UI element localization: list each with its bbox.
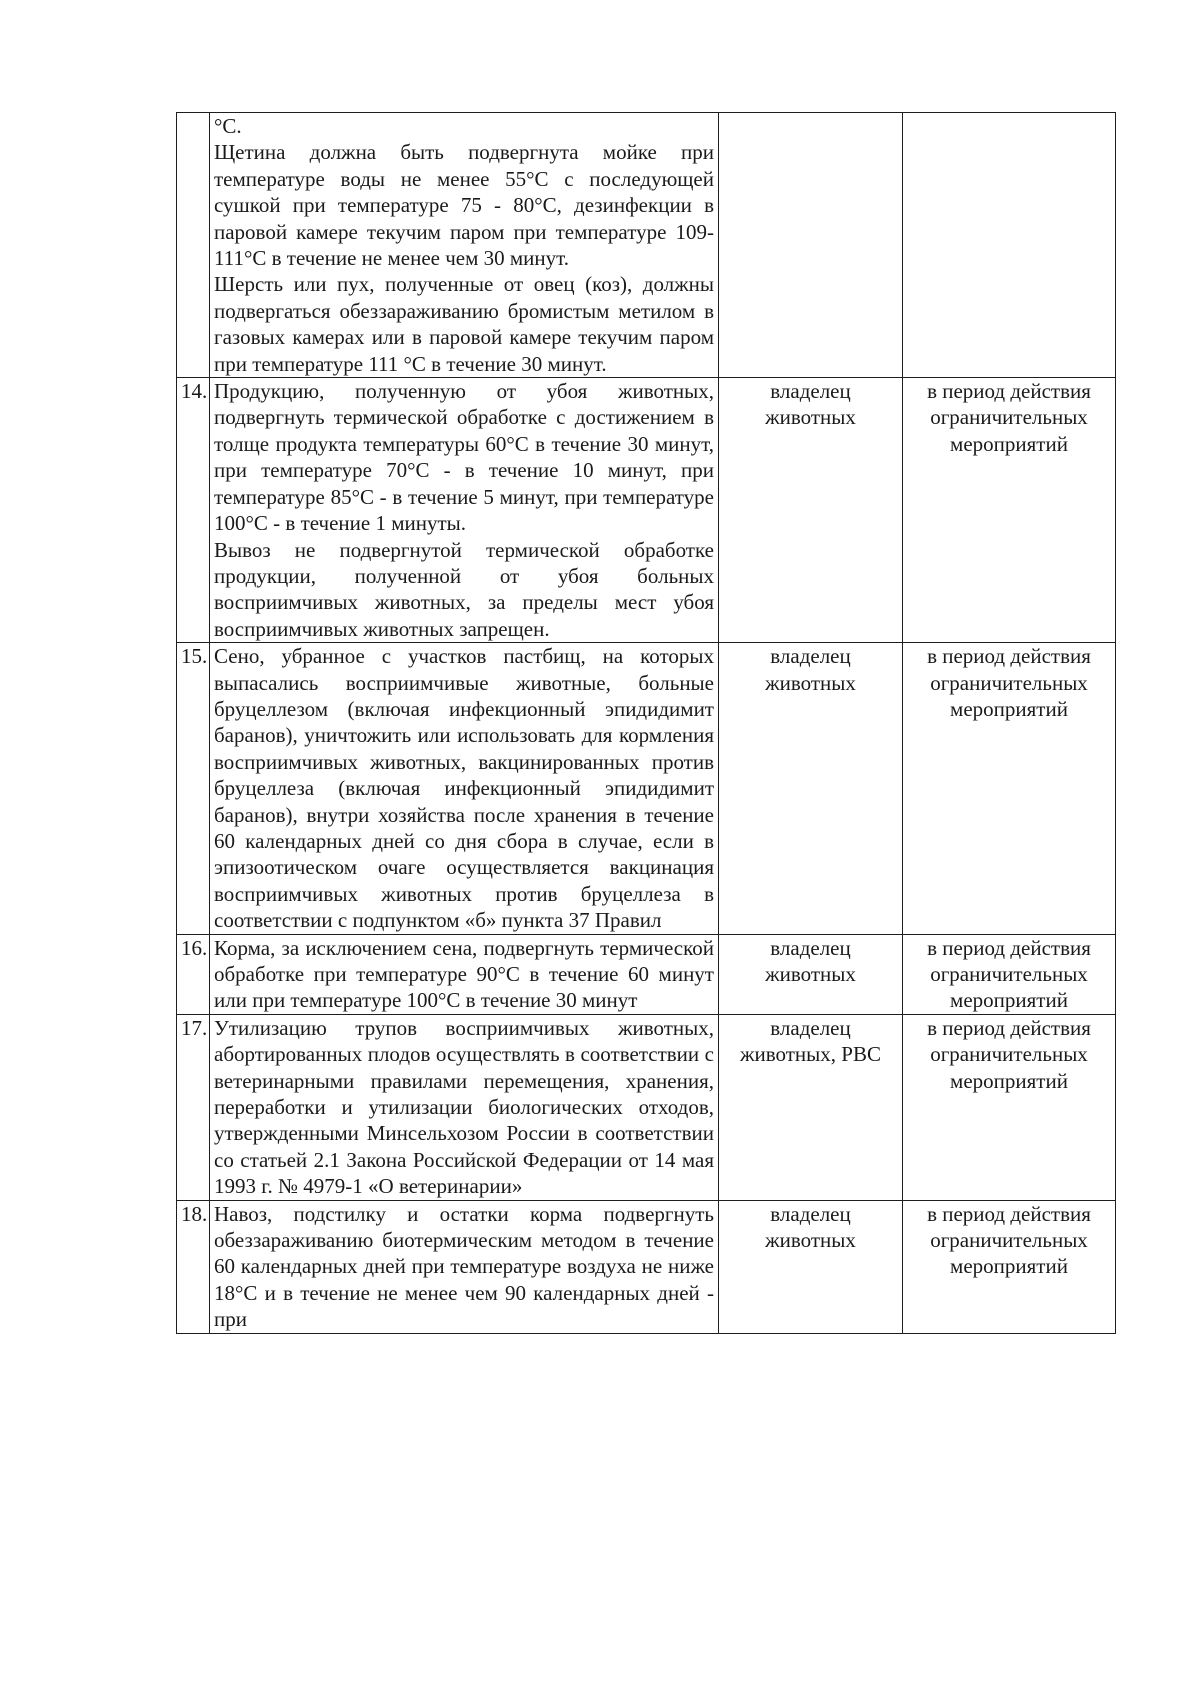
deadline-cell: в период действия ограничительных мероприятий (903, 1200, 1116, 1333)
measure-paragraph: Щетина должна быть подвергнута мойке при температуре воды не менее 55°C с последующей сушкой при температуре 75 - 80°C, дезинфекции в паровой камере текучим паром при температуре 109-111°C в течение не менее чем 30 минут. (214, 140, 714, 271)
measure-paragraph: Утилизацию трупов восприимчивых животных, абортированных плодов осуществлять в соответствии с ветеринарными правилами перемещения, хранения, переработки и утилизации биологических отходов, утвержденными Минсельхозом России в соответствии со статьей 2.1 Закона Российской Федерации от 14 мая 1993 г. № 4979-1 «О ветеринарии» (214, 1015, 714, 1199)
deadline-cell: в период действия ограничительных мероприятий (903, 934, 1116, 1014)
measure-paragraph: Продукцию, полученную от убоя животных, подвергнуть термической обработке с достижением в толще продукта температуры 60°C в течение 30 минут, при температуре 70°C - в течение 10 минут, при температуре 85°C - в течение 5 минут, при температуре 100°C - в течение 1 минуты. (214, 379, 714, 536)
table-row (177, 934, 1116, 1014)
measure-paragraph: Вывоз не подвергнутой термической обработке продукции, полученной от убоя больных восприимчивых животных, за пределы мест убоя восприимчивых животных запрещен. (214, 537, 714, 641)
measure-paragraph: Навоз, подстилку и остатки корма подвергнуть обеззараживанию биотермическим методом в течение 60 календарных дней при температуре воздуха не ниже 18°C и в течение не менее чем 90 календарных дней - при (214, 1201, 714, 1332)
deadline-cell: в период действия ограничительных мероприятий (903, 378, 1116, 643)
measure-text (210, 378, 719, 643)
table-row (177, 1014, 1116, 1200)
row-number: 17. (177, 1014, 210, 1200)
measures-table (176, 112, 1116, 1334)
table-row (177, 113, 1116, 378)
measure-text (210, 643, 719, 934)
measure-text (210, 113, 719, 378)
executor-cell: владелец животных (719, 1200, 903, 1333)
table-row (177, 643, 1116, 934)
executor-cell (719, 113, 903, 378)
executor-cell: владелец животных (719, 643, 903, 934)
executor-cell: владелец животных (719, 378, 903, 643)
row-number: 18. (177, 1200, 210, 1333)
row-number: 16. (177, 934, 210, 1014)
row-number: 14. (177, 378, 210, 643)
measure-text (210, 934, 719, 1014)
row-number (177, 113, 210, 378)
measure-paragraph: Шерсть или пух, полученные от овец (коз), должны подвергаться обеззараживанию бромистым метилом в газовых камерах или в паровой камере текучим паром при температуре 111 °C в течение 30 минут. (214, 272, 714, 376)
measure-text (210, 1014, 719, 1200)
row-number: 15. (177, 643, 210, 934)
executor-cell: владелец животных, РВС (719, 1014, 903, 1200)
executor-cell: владелец животных (719, 934, 903, 1014)
table-row (177, 378, 1116, 643)
measure-paragraph: Сено, убранное с участков пастбищ, на которых выпасались восприимчивые животные, больные бруцеллезом (включая инфекционный эпидидимит баранов), уничтожить или использовать для кормления восприимчивых животных, вакцинированных против бруцеллеза (включая инфекционный эпидидимит баранов), внутри хозяйства после хранения в течение 60 календарных дней со дня сбора в случае, если в эпизоотическом очаге осуществляется вакцинация восприимчивых животных против бруцеллеза в соответствии с подпунктом «б» пункта 37 Правил (214, 644, 714, 933)
deadline-cell (903, 113, 1116, 378)
table-row (177, 1200, 1116, 1333)
deadline-cell: в период действия ограничительных мероприятий (903, 1014, 1116, 1200)
measure-paragraph: °C. (214, 114, 242, 138)
measure-paragraph: Корма, за исключением сена, подвергнуть термической обработке при температуре 90°C в течение 60 минут или при температуре 100°C в течение 30 минут (214, 935, 714, 1013)
measure-text (210, 1200, 719, 1333)
deadline-cell: в период действия ограничительных мероприятий (903, 643, 1116, 934)
